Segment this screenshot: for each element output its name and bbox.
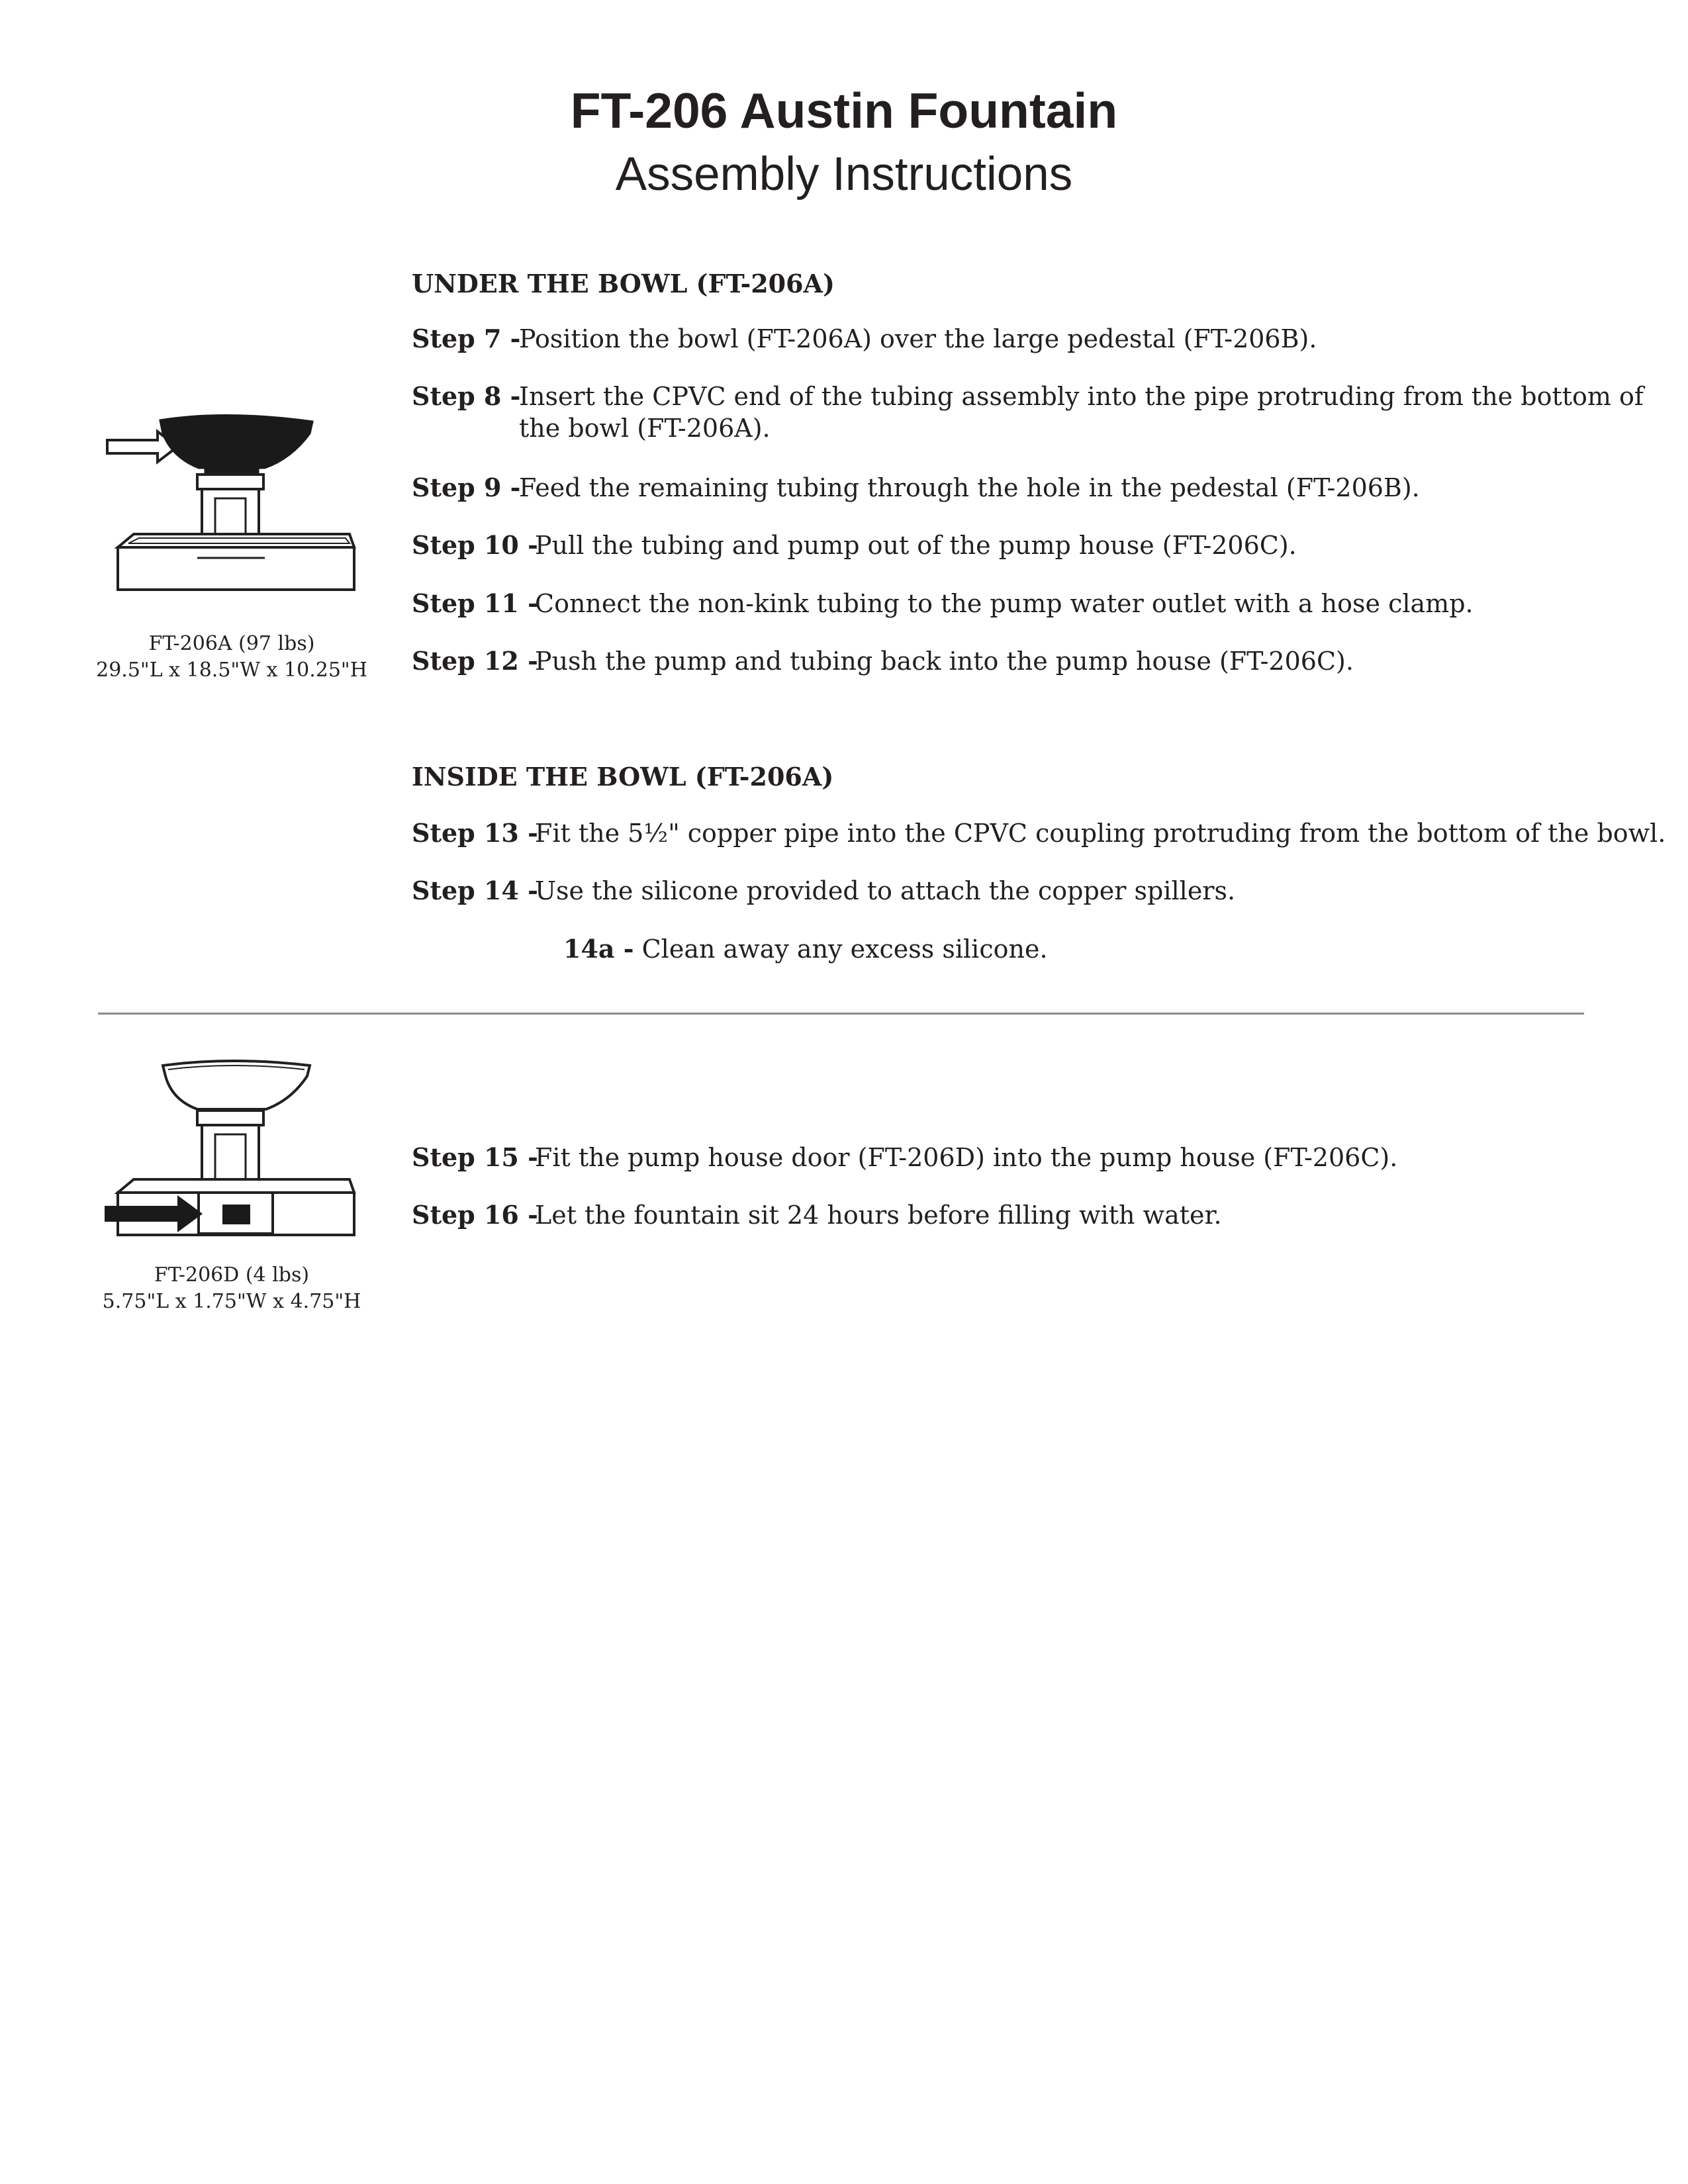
- section-heading-under-bowl: UNDER THE BOWL (FT-206A): [412, 269, 835, 298]
- title-subtitle: Assembly Instructions: [615, 148, 1073, 201]
- step-label: Step 7 -: [412, 324, 521, 353]
- step-9: [412, 472, 1420, 504]
- step-label: Step 12 -: [412, 646, 538, 676]
- step-label: Step 10 -: [412, 530, 538, 560]
- figure-caption-bowl: [93, 631, 371, 684]
- step-text: Push the pump and tubing back into the pump house (FT-206C).: [535, 647, 1354, 676]
- step-text-line2: the bowl (FT-206A).: [519, 414, 771, 443]
- section-heading-inside-bowl: INSIDE THE BOWL (FT-206A): [412, 762, 834, 792]
- step-14a: [563, 933, 1048, 965]
- caption-line: 29.5"L x 18.5"W x 10.25"H: [96, 659, 367, 682]
- step-text: Fit the 5½" copper pipe into the CPVC coupling protruding from the bottom of the bowl.: [535, 819, 1666, 848]
- step-8: [412, 381, 1644, 444]
- step-12: [412, 645, 1354, 677]
- step-10: [412, 529, 1297, 561]
- step-text: Position the bowl (FT-206A) over the large pedestal (FT-206B).: [519, 324, 1317, 353]
- step-text: Use the silicone provided to attach the copper spillers.: [535, 876, 1236, 905]
- caption-line: 5.75"L x 1.75"W x 4.75"H: [102, 1290, 361, 1313]
- step-text: Pull the tubing and pump out of the pump house (FT-206C).: [535, 531, 1297, 560]
- caption-line: FT-206A (97 lbs): [148, 632, 315, 655]
- figure-caption-door: [93, 1262, 371, 1315]
- section-divider: [98, 1013, 1584, 1015]
- step-label: Step 8 -: [412, 381, 521, 411]
- step-label: Step 16 -: [412, 1200, 538, 1230]
- step-text: Fit the pump house door (FT-206D) into the pump house (FT-206C).: [535, 1143, 1398, 1172]
- step-text: Feed the remaining tubing through the hole in the pedestal (FT-206B).: [519, 473, 1420, 502]
- substep-label: 14a -: [563, 934, 634, 964]
- step-text: Connect the non-kink tubing to the pump water outlet with a hose clamp.: [535, 589, 1474, 618]
- step-label: Step 15 -: [412, 1142, 538, 1172]
- step-label: Step 14 -: [412, 876, 538, 905]
- step-text: Let the fountain sit 24 hours before filling with water.: [535, 1201, 1222, 1230]
- base-basin-shape: [118, 547, 354, 590]
- pump-house-door-shape: [222, 1205, 250, 1224]
- step-11: [412, 588, 1474, 619]
- bowl-assembly-illustration: [99, 407, 364, 619]
- step-text-line1: Insert the CPVC end of the tubing assembly into the pipe protruding from the bottom of: [519, 382, 1644, 411]
- title-main: FT-206 Austin Fountain: [570, 83, 1118, 138]
- step-label: Step 11 -: [412, 588, 538, 618]
- bowl-shape: [160, 415, 312, 473]
- step-16: [412, 1199, 1222, 1231]
- caption-line: FT-206D (4 lbs): [154, 1263, 310, 1287]
- step-label: Step 13 -: [412, 818, 538, 848]
- substep-text: Clean away any excess silicone.: [641, 934, 1048, 964]
- step-15: [412, 1142, 1397, 1173]
- pump-door-assembly-illustration: [99, 1052, 364, 1264]
- step-label: Step 9 -: [412, 473, 521, 502]
- step-13: [412, 817, 1665, 849]
- step-14: [412, 875, 1235, 907]
- step-7: [412, 323, 1317, 355]
